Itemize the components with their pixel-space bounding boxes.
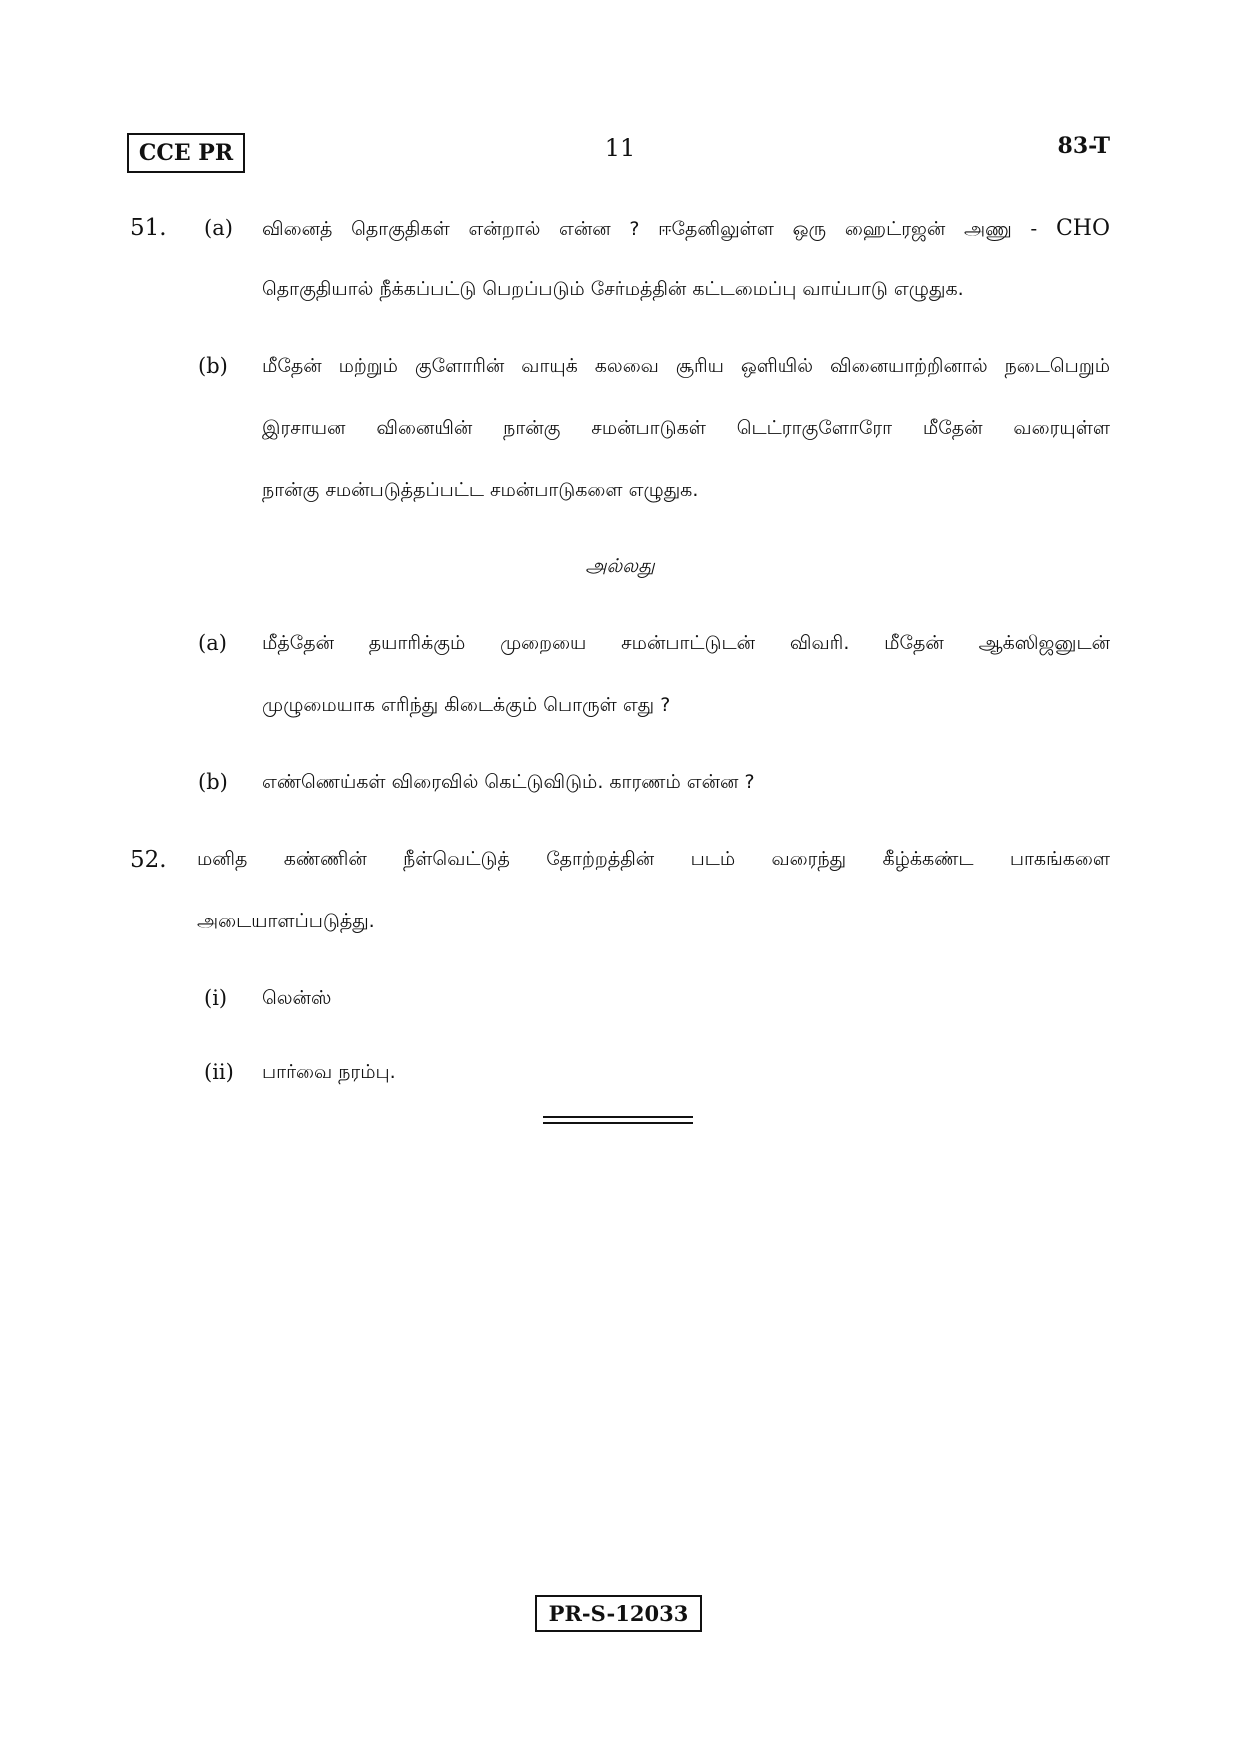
q52-item-1-label: (i) (204, 986, 228, 1010)
paper-code: 83-T (1057, 133, 1110, 159)
q51-alt-b-line1: எண்ணெய்கள் விரைவில் கெட்டுவிடும். காரணம் என்ன ? (262, 771, 755, 793)
page-number: 11 (604, 134, 636, 162)
q51-alt-a-line1: மீத்தேன் தயாரிக்கும் முறையை சமன்பாட்டுடன் விவரி. மீதேன் ஆக்ஸிஜனுடன் (262, 632, 1110, 654)
q51-a-label: (a) (204, 216, 233, 240)
q51-alt-b-label: (b) (198, 770, 228, 794)
header-left-box: CCE PR (127, 133, 245, 173)
footer-code-box: PR-S-12033 (535, 1595, 702, 1632)
q52-line2: அடையாளப்படுத்து. (197, 910, 375, 932)
end-rule-top (543, 1116, 693, 1118)
question-51-number: 51. (130, 215, 167, 241)
q51-a-line1-text: வினைத் தொகுதிகள் என்றால் என்ன ? ஈதேனிலுள்ள ஒரு ஹைட்ரஜன் அணு - (262, 218, 1038, 240)
q51-alt-a-line2: முழுமையாக எரிந்து கிடைக்கும் பொருள் எது ? (262, 694, 671, 716)
q52-item-1-text: லென்ஸ் (262, 987, 332, 1009)
q51-a-line1 (262, 216, 1110, 243)
q51-a-line2: தொகுதியால் நீக்கப்பட்டு பெறப்படும் சேர்மத்தின் கட்டமைப்பு வாய்பாடு எழுதுக. (262, 278, 964, 300)
q51-b-line3: நான்கு சமன்படுத்தப்பட்ட சமன்பாடுகளை எழுதுக. (262, 479, 699, 501)
q51-b-line1: மீதேன் மற்றும் குளோரின் வாயுக் கலவை சூரிய ஒளியில் வினையாற்றினால் நடைபெறும் (262, 355, 1110, 377)
q51-b-line2: இரசாயன வினையின் நான்கு சமன்பாடுகள் டெட்ராகுளோரோ மீதேன் வரையுள்ள (262, 417, 1110, 439)
question-52-number: 52. (130, 847, 167, 873)
q51-b-label: (b) (198, 354, 228, 378)
q52-item-2-text: பார்வை நரம்பு. (262, 1061, 396, 1083)
q52-item-2-label: (ii) (204, 1060, 234, 1084)
q52-line1: மனித கண்ணின் நீள்வெட்டுத் தோற்றத்தின் படம் வரைந்து கீழ்க்கண்ட பாகங்களை (197, 848, 1110, 870)
end-rule-bottom (543, 1122, 693, 1124)
q51-a-formula: CHO (1055, 216, 1110, 241)
or-separator: அல்லது (585, 555, 655, 577)
q51-alt-a-label: (a) (198, 631, 227, 655)
